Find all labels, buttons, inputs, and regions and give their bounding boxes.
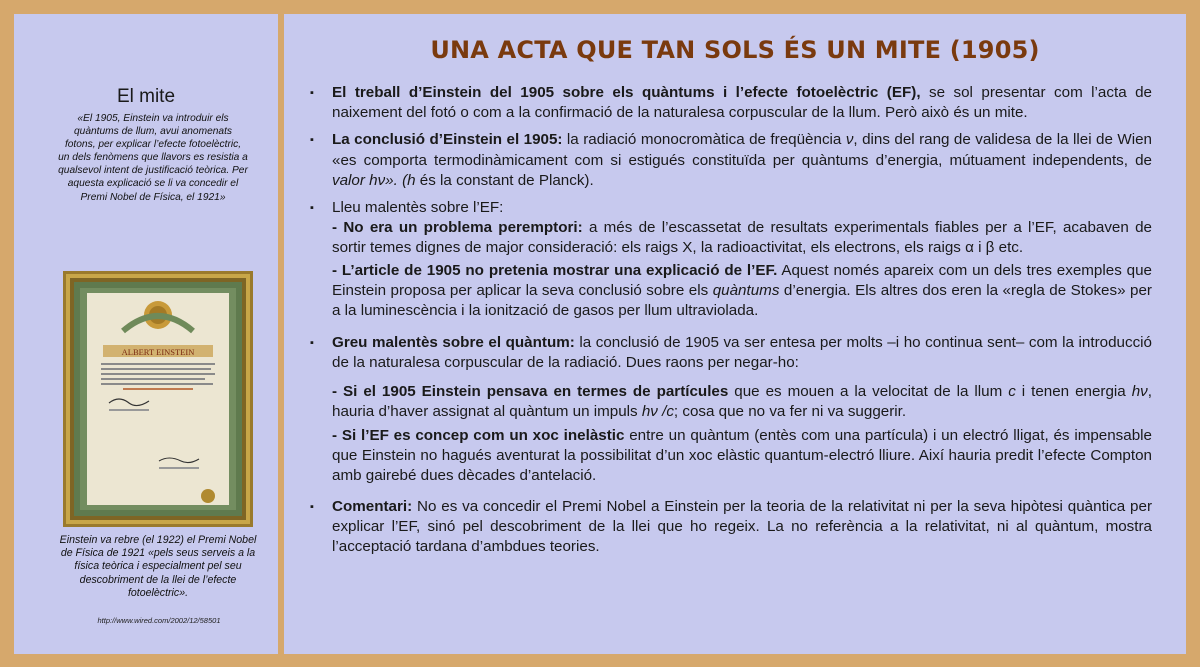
subitem-text: d’energia. Els altres dos eren la «regla de Stokes» per a la luminescència i la ionització de gasos per llum ultraviolada. — [332, 281, 1152, 320]
subitem-text: que es mouen a la velocitat de la llum — [728, 382, 1009, 400]
subitem-text: ; cosa que no va fer ni va suggerir. — [673, 402, 907, 420]
item-text: se sol presentar com l’acta de naixement del fotó o com a la confirmació de la naturalesa corpuscular de la llum. Però això és un mite. — [332, 84, 1152, 122]
subitem-italic: quàntums — [712, 281, 780, 299]
item-bold: La conclusió d’Einstein el 1905: — [332, 131, 563, 149]
item-text: , dins del rang de validesa de la llei de Wien «es comporta termodinàmicament com si estigués constituïda per quàntums d’energia, mútuament independents, de — [332, 131, 1152, 169]
list-item — [310, 198, 1152, 321]
bullet-icon: ▪ — [310, 202, 314, 215]
list-item — [310, 497, 1152, 558]
bullet-icon: ▪ — [310, 500, 314, 513]
subitem-bold: - Si el 1905 Einstein pensava en termes de partícules — [332, 382, 729, 400]
item-bold: Comentari: — [332, 497, 413, 515]
bullet-icon: ▪ — [310, 134, 314, 147]
item-text: la radiació monocromàtica de freqüència — [562, 131, 846, 149]
bullet-icon: ▪ — [310, 337, 314, 350]
item-heading: Lleu malentès sobre l’EF: — [332, 199, 504, 217]
subitem-bold: - Si l’EF es concep com un xoc inelàstic — [332, 427, 625, 445]
myth-quote: «El 1905, Einstein va introduir els quàntums de llum, avui anomenats fotons, per explicar l’efecte fotoelèctric, un dels fenòmens que llavors es resistia a qualsevol intent de justificació teòrica. Per aquesta explicació se li va concedir el Premi Nobel de Física, el 1921» — [58, 113, 248, 203]
page-title: UNA ACTA QUE TAN SOLS ÉS UN MITE (1905) — [430, 36, 1040, 64]
list-item — [310, 83, 1152, 123]
subitem-text: entre un quàntum (entès com una partícula) i un electró lligat, és impensable que Einstein no hagués aventurat la possibilitat d’un xoc elàstic quantum-electró lliure. Així hauria predit l’efecte Compton amb gairebé dues dècades d’antelació. — [332, 427, 1152, 485]
subitem-text: a més de l’escassetat de resultats experimentals fiables per a l’EF, acabaven de sortir temes dignes de major consideració: els raigs X, la radioactivitat, els electrons, els raigs α i β etc. — [332, 219, 1152, 257]
item-bold: El treball d’Einstein del 1905 sobre els quàntums i l’efecte fotoelèctric (EF), — [332, 84, 921, 101]
subitem-bold: - L’article de 1905 no pretenia mostrar una explicació de l’EF. — [332, 261, 778, 279]
item-italic: valor hν». (h — [332, 171, 416, 189]
source-url: http://www.wired.com/2002/12/58501 — [97, 616, 221, 625]
c-symbol: c — [1008, 382, 1016, 400]
subitem-text: Aquest només apareix com un dels tres exemples que Einstein proposa per aplicar la seva conclusió sobre els — [332, 261, 1152, 299]
diploma-caption: Einstein va rebre (el 1922) el Premi Nobel de Física de 1921 «pels seus serveis a la física teòrica i especialment pel seu descobriment de la llei de l’efecte fotoelèctric». — [59, 534, 257, 599]
subitem-bold: - No era un problema peremptori: — [332, 219, 583, 237]
impulse-symbol: hν /c — [641, 402, 674, 420]
left-title: El mite — [116, 86, 176, 107]
item-text: és la constant de Planck). — [415, 171, 594, 189]
list-item — [310, 333, 1152, 486]
subitem-text: , hauria d’haver assignat al quàntum un impuls — [332, 382, 1152, 420]
bullet-icon: ▪ — [310, 87, 314, 99]
item-text: No es va concedir el Premi Nobel a Einstein per la teoria de la relativitat ni per la seva hipòtesi quàntica per explicar l’EF, sinó pel descobriment de la llei que ho regeix. La no referència a la relativitat, ni al quàntum, mostra l’acceptació tardana d’ambdues teories. — [332, 497, 1152, 556]
hv-symbol: hν — [1131, 382, 1148, 400]
list-item — [310, 130, 1152, 191]
nobel-diploma-image — [63, 271, 253, 527]
nu-symbol: ν — [845, 131, 854, 149]
item-text: la conclusió de 1905 va ser entesa per molts –i ho continua sent– com la introducció de la naturalesa corpuscular de la radiació. Dues raons per negar-ho: — [332, 334, 1152, 372]
left-panel — [14, 14, 278, 654]
diploma-name: ALBERT EINSTEIN — [121, 347, 195, 357]
content — [310, 80, 1152, 557]
subitem-text: i tenen energia — [1015, 382, 1132, 400]
right-panel — [284, 14, 1186, 654]
item-bold: Greu malentès sobre el quàntum: — [332, 334, 575, 352]
